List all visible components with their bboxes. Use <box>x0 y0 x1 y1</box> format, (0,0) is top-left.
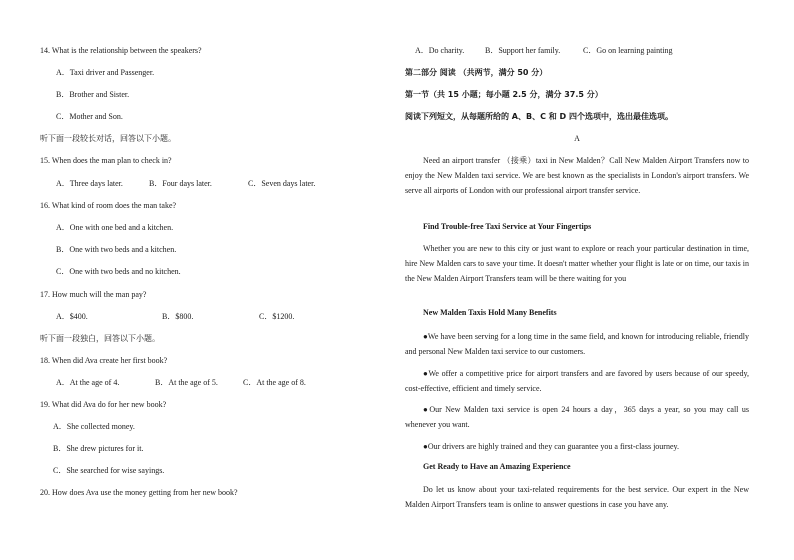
q18-option-c: C．At the age of 8. <box>243 378 306 387</box>
q18-option-b: B．At the age of 5. <box>155 378 218 387</box>
q19-option-c: C．She searched for wise sayings. <box>53 466 165 475</box>
q19-option-b: B．She drew pictures for it. <box>53 444 144 453</box>
q14-question: 14. What is the relationship between the speakers? <box>40 46 202 55</box>
passage-heading-2: New Malden Taxis Hold Many Benefits <box>423 308 557 317</box>
passage-heading-1: Find Trouble-free Taxi Service at Your Fingertips <box>423 222 592 231</box>
q18-question: 18. When did Ava create her first book? <box>40 356 168 365</box>
q14-option-b: B．Brother and Sister. <box>56 90 130 99</box>
reading-instruction: 阅读下列短文，从每题所给的 A、B、C 和 D 四个选项中，选出最佳选项。 <box>405 112 673 121</box>
benefit-item-1: ●We have been serving for a long time in the same field, and known for introducing reliable, friendly and personal New Malden taxi service to our customers. <box>405 332 749 356</box>
section-long-dialogue: 听下面一段较长对话，回答以下小题。 <box>40 134 176 143</box>
q20-option-c: C．Go on learning painting <box>583 46 673 55</box>
passage-label: A <box>574 134 580 143</box>
passage-paragraph-3: Do let us know about your taxi-related requirements for the best service. Our expert in the New Malden Airport Transfers team is online to answer questions in case you have any. <box>405 485 749 509</box>
q18-option-a: A．At the age of 4. <box>56 378 120 387</box>
q19-option-a: A．She collected money. <box>53 422 135 431</box>
benefit-item-4: ●Our drivers are highly trained and they can guarantee you a first-class journey. <box>423 442 679 451</box>
q16-option-a: A．One with one bed and a kitchen. <box>56 223 174 232</box>
q17-question: 17. How much will the man pay? <box>40 290 147 299</box>
q16-question: 16. What kind of room does the man take? <box>40 201 177 210</box>
q15-option-c: C．Seven days later. <box>248 179 316 188</box>
part-two-heading: 第二部分 阅读 （共两节，满分 50 分） <box>405 68 548 77</box>
benefit-item-2: ●We offer a competitive price for airport transfers and are favored by users because of our speedy, cost-effective, efficient and timely service. <box>405 369 749 393</box>
passage-paragraph-2: Whether you are new to this city or just want to explore or reach your particular destination in time, hire New Malden cars to save your time. It doesn't matter whether your flight is late or on time, our taxis in the New Malden Airport Transfers team will be there waiting for you <box>405 244 749 283</box>
q14-option-c: C．Mother and Son. <box>56 112 123 121</box>
benefit-item-3: ●Our New Malden taxi service is open 24 hours a day，365 days a year, so you may call us whenever you want. <box>405 405 749 429</box>
q15-option-a: A．Three days later. <box>56 179 123 188</box>
q14-option-a: A．Taxi driver and Passenger. <box>56 68 155 77</box>
q20-question: 20. How does Ava use the money getting from her new book? <box>40 488 238 497</box>
q16-option-c: C．One with two beds and no kitchen. <box>56 267 181 276</box>
q17-option-c: C．$1200. <box>259 312 295 321</box>
q19-question: 19. What did Ava do for her new book? <box>40 400 167 409</box>
q20-option-a: A．Do charity. <box>415 46 465 55</box>
q17-option-b: B．$800. <box>162 312 194 321</box>
passage-paragraph-1: Need an airport transfer （接乘）taxi in New Malden？Call New Malden Airport Transfers now to enjoy the New Malden taxi service. We are best known as the specialists in London's airport transfers. We serve all airports of London with our professional airport transfer service. <box>405 156 749 195</box>
q20-option-b: B．Support her family. <box>485 46 561 55</box>
q16-option-b: B．One with two beds and a kitchen. <box>56 245 177 254</box>
q17-option-a: A．$400. <box>56 312 88 321</box>
section-monologue: 听下面一段独白，回答以下小题。 <box>40 334 160 343</box>
q15-option-b: B．Four days later. <box>149 179 212 188</box>
q15-question: 15. When does the man plan to check in? <box>40 156 172 165</box>
passage-heading-3: Get Ready to Have an Amazing Experience <box>423 462 571 471</box>
section-one-heading: 第一节（共 15 小题；每小题 2.5 分，满分 37.5 分） <box>405 90 603 99</box>
